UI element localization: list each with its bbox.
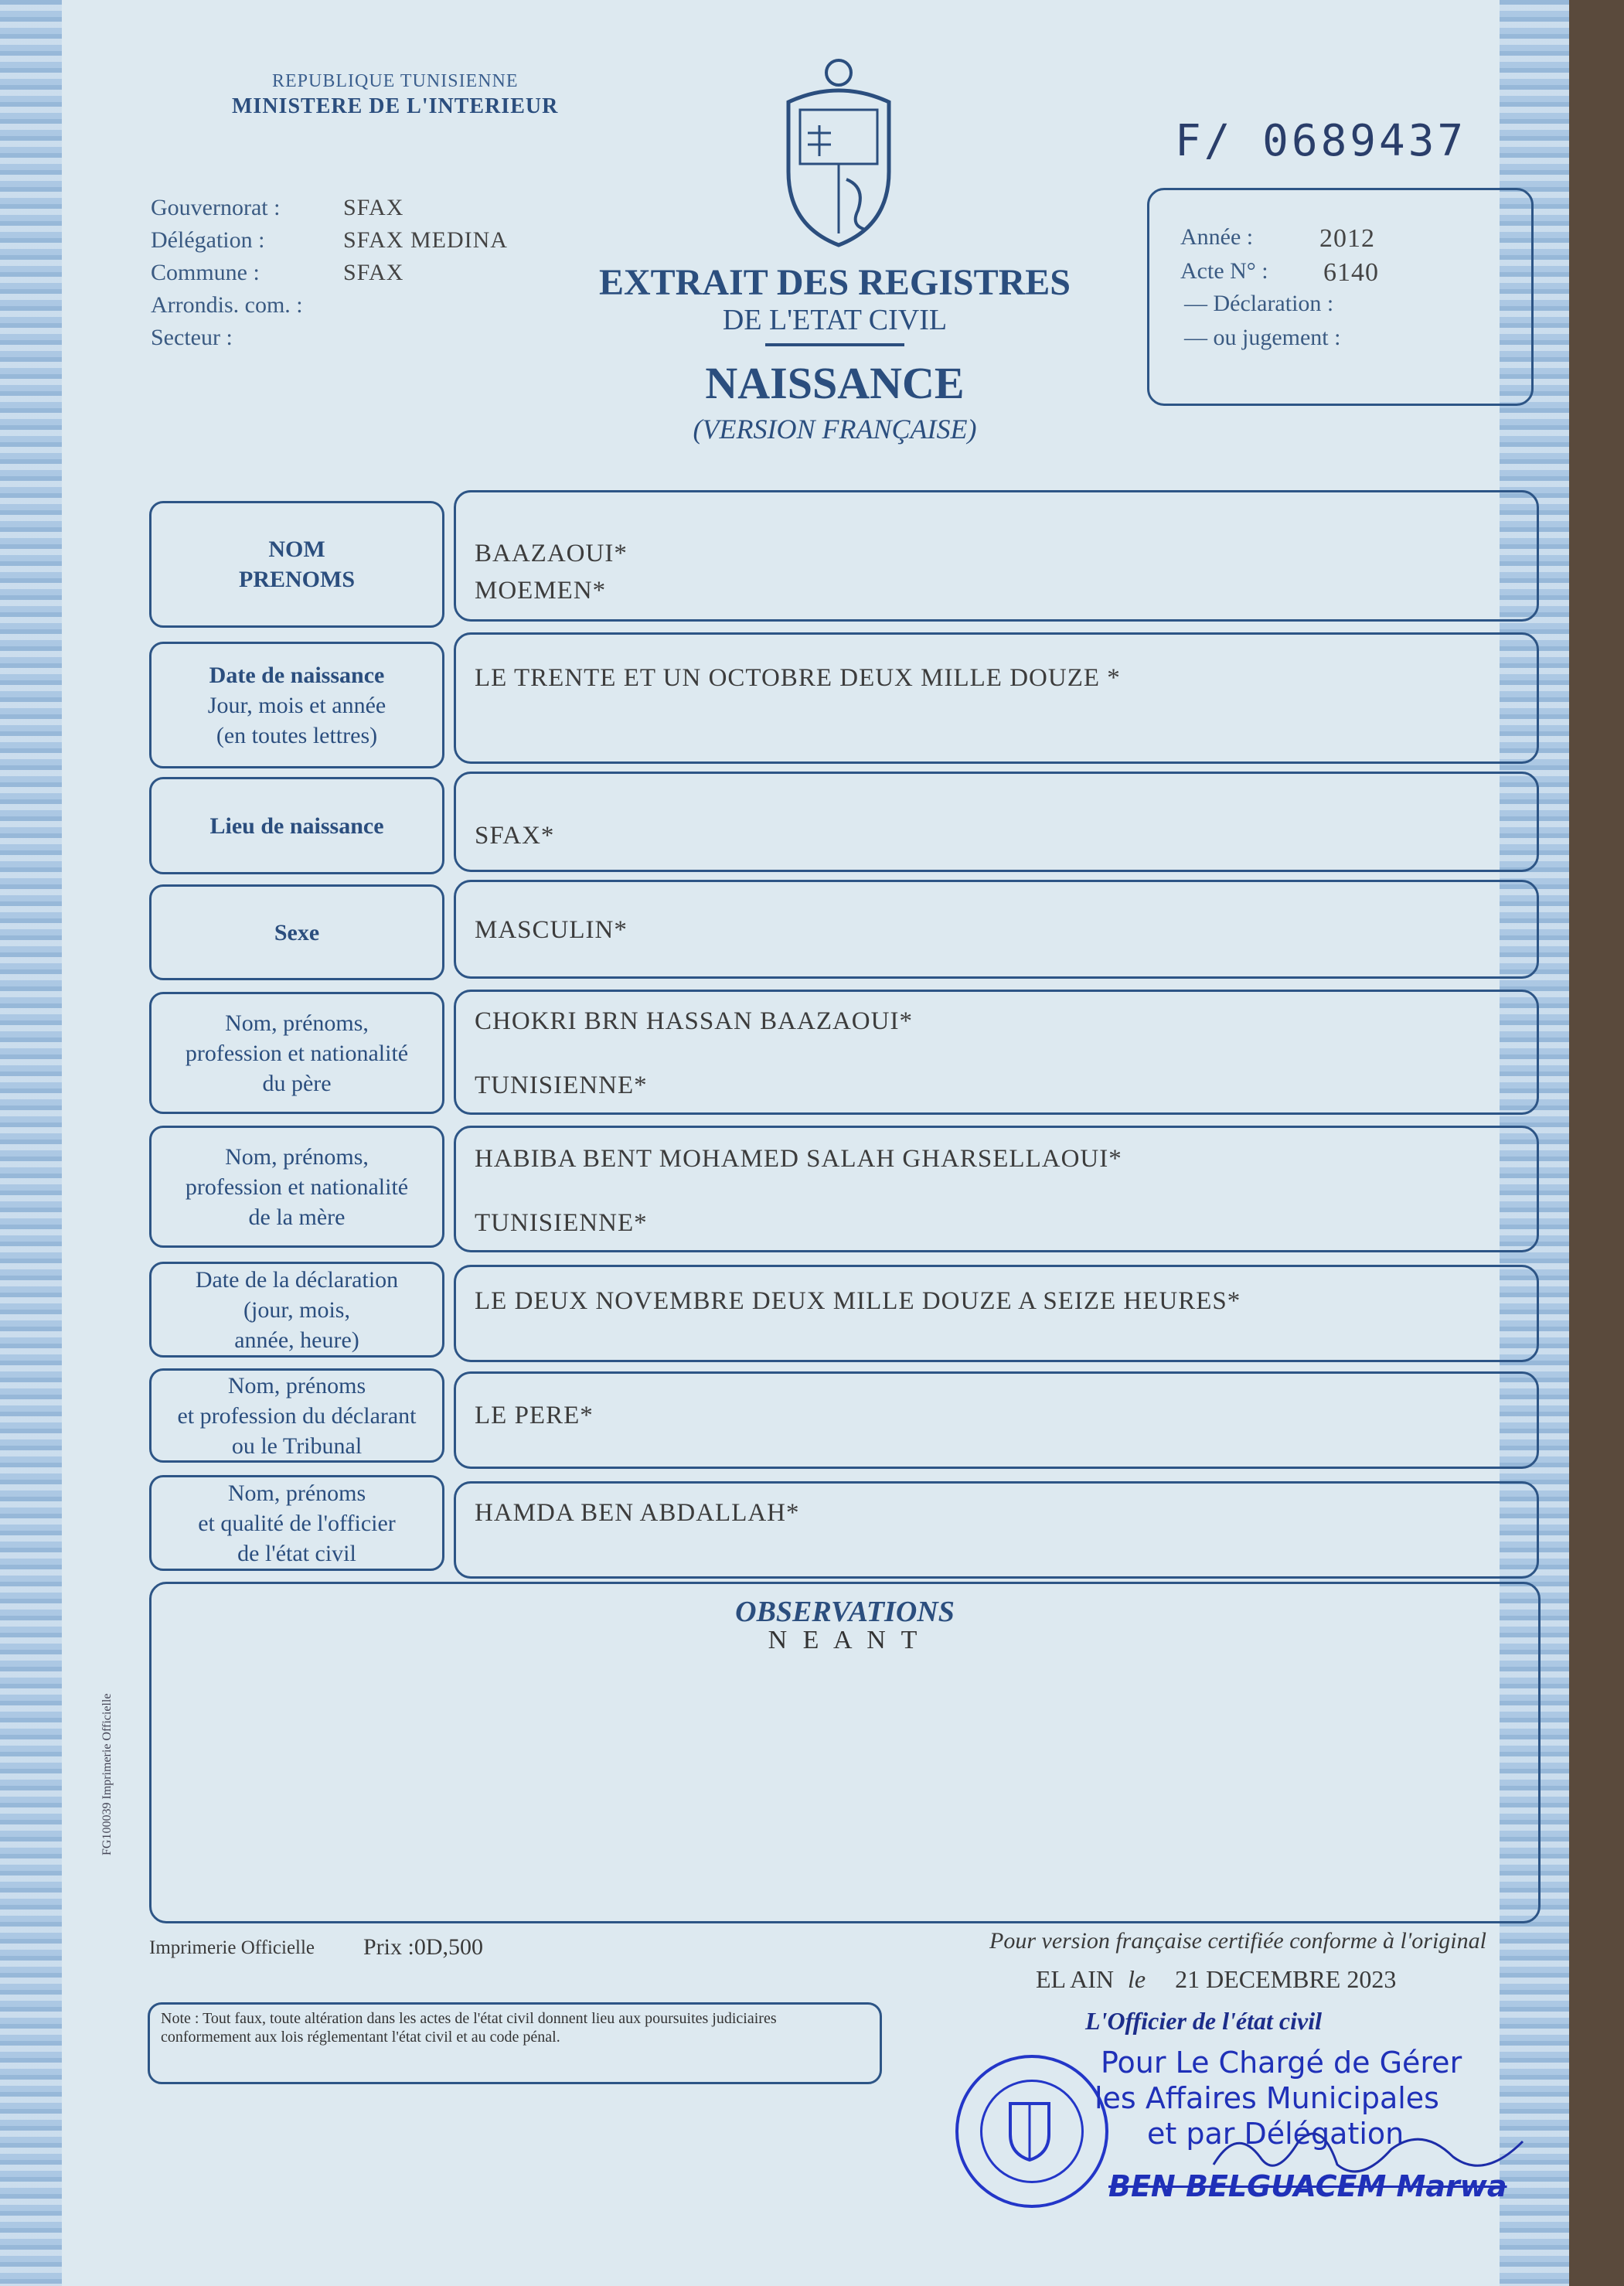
officier-label-3: de l'état civil xyxy=(237,1540,356,1566)
left-guilloche-border xyxy=(0,0,62,2286)
declaration-date-label-cell xyxy=(149,1262,444,1358)
stamp-line-3: et par Délégation xyxy=(1147,2117,1404,2151)
republic-label: REPUBLIQUE TUNISIENNE xyxy=(272,71,519,91)
annee-value: 2012 xyxy=(1319,224,1375,253)
lieu-value-cell xyxy=(454,772,1539,872)
date-naissance-label: Date de naissance xyxy=(209,662,385,688)
lieu-value: SFAX* xyxy=(475,822,555,850)
version-label: (VERSION FRANÇAISE) xyxy=(693,414,977,445)
observations-box xyxy=(149,1582,1541,1923)
declarant-value-cell xyxy=(454,1371,1539,1469)
officier-title: L'Officier de l'état civil xyxy=(1085,2007,1322,2035)
prix-label: Prix :0D,500 xyxy=(363,1934,484,1960)
document-subtitle: DE L'ETAT CIVIL xyxy=(722,304,948,336)
declarant-label-2: et profession du déclarant xyxy=(177,1402,417,1429)
seal-emblem-icon xyxy=(1006,2100,1053,2162)
nom-value-cell xyxy=(454,490,1539,622)
legal-note-text: Note : Tout faux, toute altération dans les actes de l'état civil donnent lieu aux poursuites judiciaires conformement aux lois réglementant l'état civil et au code pénal. xyxy=(161,2010,777,2046)
naissance-title: NAISSANCE xyxy=(705,358,965,408)
jugement-label: — ou jugement : xyxy=(1184,325,1341,350)
officier-value-cell xyxy=(454,1481,1539,1579)
mere-name-value: HABIBA BENT MOHAMED SALAH GHARSELLAOUI* xyxy=(475,1145,1122,1173)
observations-value: N E A N T xyxy=(768,1626,922,1654)
delegation-label: Délégation : xyxy=(151,227,265,253)
declarant-label-1: Nom, prénoms xyxy=(227,1372,366,1399)
legal-note-box xyxy=(148,2002,882,2084)
arrondissement-label: Arrondis. com. : xyxy=(151,292,303,318)
le-label: le xyxy=(1128,1965,1146,1993)
imprimerie-label: Imprimerie Officielle xyxy=(149,1937,315,1958)
date-naissance-sublabel: Jour, mois et année xyxy=(207,692,386,718)
officier-label-2: et qualité de l'officier xyxy=(198,1510,396,1536)
certification-note: Pour version française certifiée conforme à l'original xyxy=(989,1928,1486,1954)
mere-value-cell xyxy=(454,1126,1539,1252)
pere-label-1: Nom, prénoms, xyxy=(225,1010,369,1036)
pere-nationality-value: TUNISIENNE* xyxy=(475,1071,648,1099)
pere-value-cell xyxy=(454,990,1539,1115)
officier-label-cell xyxy=(149,1475,444,1571)
sexe-label-cell xyxy=(149,884,444,980)
declaration-date-value-cell xyxy=(454,1265,1539,1362)
declarant-label-3: ou le Tribunal xyxy=(231,1433,363,1459)
declaration-date-label-2: (jour, mois, xyxy=(243,1296,350,1323)
pere-label-2: profession et nationalité xyxy=(185,1040,409,1066)
place-date-line xyxy=(1036,1965,1396,1994)
gouvernorat-label: Gouvernorat : xyxy=(151,195,281,220)
pere-label-3: du père xyxy=(262,1070,332,1096)
coat-of-arms-icon xyxy=(773,56,904,249)
official-seal-icon xyxy=(955,2055,1108,2208)
nom-value: BAAZAOUI* xyxy=(475,540,628,567)
declarant-label-cell xyxy=(149,1368,444,1463)
date-naissance-value-cell xyxy=(454,632,1539,764)
declarant-value: LE PERE* xyxy=(475,1402,594,1429)
mere-label-3: de la mère xyxy=(248,1204,346,1230)
nom-label-cell xyxy=(149,501,444,628)
signatory-name: BEN BELGUACEM Marwa xyxy=(1108,2169,1507,2203)
prenoms-value: MOEMEN* xyxy=(475,576,607,605)
officier-label-1: Nom, prénoms xyxy=(227,1480,366,1506)
date-naissance-value: LE TRENTE ET UN OCTOBRE DEUX MILLE DOUZE * xyxy=(475,664,1121,692)
lieu-label: Lieu de naissance xyxy=(209,813,384,839)
declaration-date-label-1: Date de la déclaration xyxy=(195,1266,399,1293)
declaration-date-label-3: année, heure) xyxy=(234,1327,359,1353)
nom-label: NOM xyxy=(268,537,325,562)
title-divider xyxy=(765,343,904,346)
acte-number-label: Acte N° : xyxy=(1180,258,1268,284)
prenoms-label: PRENOMS xyxy=(239,567,355,592)
sexe-label: Sexe xyxy=(274,919,320,945)
sexe-value: MASCULIN* xyxy=(475,916,628,944)
declaration-label: — Déclaration : xyxy=(1184,291,1334,316)
annee-label: Année : xyxy=(1180,224,1254,250)
acte-info-box xyxy=(1147,188,1534,406)
date-naissance-label-cell xyxy=(149,642,444,768)
sexe-value-cell xyxy=(454,880,1539,979)
issue-date-value: 21 DECEMBRE 2023 xyxy=(1175,1965,1397,1993)
delegation-value: SFAX MEDINA xyxy=(343,227,508,253)
commune-label: Commune : xyxy=(151,260,260,285)
mere-nationality-value: TUNISIENNE* xyxy=(475,1209,648,1237)
city-value: EL AIN xyxy=(1036,1965,1115,1993)
stamp-line-1: Pour Le Chargé de Gérer xyxy=(1101,2046,1462,2080)
pere-label-cell xyxy=(149,992,444,1114)
pere-name-value: CHOKRI BRN HASSAN BAAZAOUI* xyxy=(475,1007,913,1035)
acte-number-value: 6140 xyxy=(1323,258,1379,287)
observations-title: OBSERVATIONS xyxy=(735,1596,955,1628)
secteur-label: Secteur : xyxy=(151,325,233,350)
ministry-label: MINISTERE DE L'INTERIEUR xyxy=(232,94,559,118)
stamp-line-2: les Affaires Municipales xyxy=(1095,2081,1439,2115)
serial-number: F/ 0689437 xyxy=(1175,116,1467,166)
mere-label-cell xyxy=(149,1126,444,1248)
declaration-date-value: LE DEUX NOVEMBRE DEUX MILLE DOUZE A SEIZE HEURES* xyxy=(475,1287,1241,1315)
side-print-code: FG100039 Imprimerie Officielle xyxy=(100,1693,114,1855)
document-title: EXTRAIT DES REGISTRES xyxy=(598,262,1071,303)
date-naissance-sublabel2: (en toutes lettres) xyxy=(216,722,378,748)
commune-value: SFAX xyxy=(343,260,404,285)
gouvernorat-value: SFAX xyxy=(343,195,404,220)
officier-value: HAMDA BEN ABDALLAH* xyxy=(475,1499,800,1527)
lieu-label-cell xyxy=(149,777,444,874)
mere-label-1: Nom, prénoms, xyxy=(225,1143,369,1170)
mere-label-2: profession et nationalité xyxy=(185,1174,409,1200)
